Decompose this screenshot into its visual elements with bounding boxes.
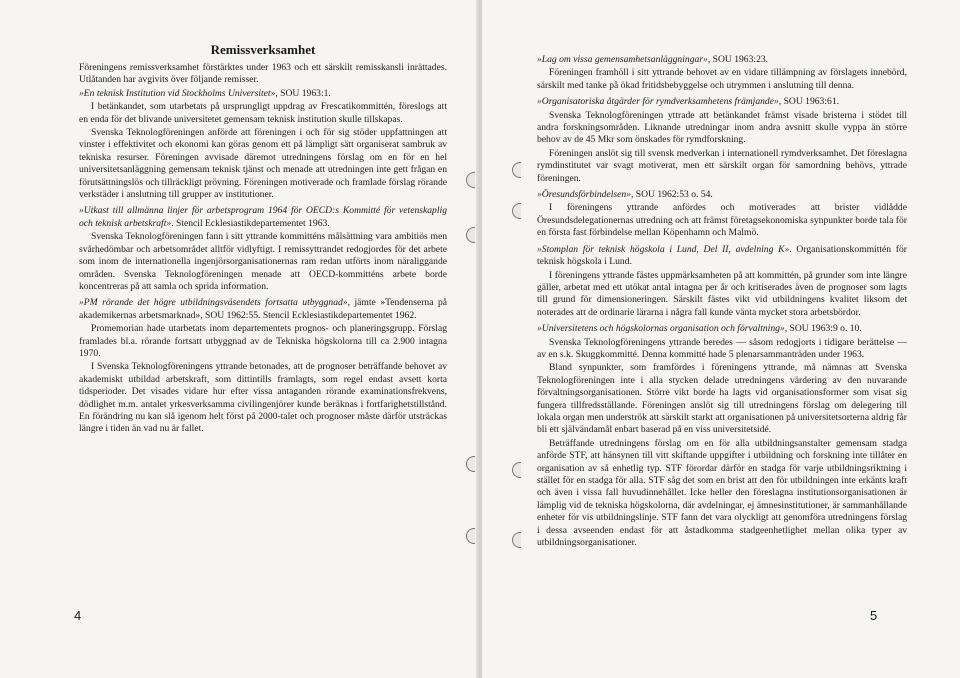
paragraph [79, 101, 447, 126]
paragraph [79, 323, 447, 360]
section-title: Remissverksamhet [210, 42, 316, 57]
paragraph [537, 96, 907, 108]
paragraph-text: . Organisationskommittén för teknisk högskola i Lund. [537, 243, 907, 268]
punch-hole-mark [466, 456, 475, 472]
paragraph-title: »En teknisk Institution vid Stockholms Universitet» [79, 87, 276, 99]
page-number: 5 [870, 608, 878, 623]
paragraph-text: I Svenska Teknologföreningens yttrande betonades, att de prognoser beträffande behovet av akademiskt utbildad arbetskraft, som dittintills framlagts, som regel endast avsett korta tidsperioder. Det visades vidare hur efter vissa antaganden rörande examinationsfrekvens, dödlighet m.m. antalet yrkesverksamma civilingenjörer kunde beräknas i fortfarighetstillstånd. En förändring nu kan slå igenom helt först på 2000-talet och prognoser måste därför utsträckas längre i tiden än vad nu är fallet. [79, 361, 447, 435]
paragraph-text: Föreningen anslöt sig till svensk medverkan i internationell rymdverksamhet. Det föreslagna rymdinstitutet var svagt motiverat, men ett särskilt organ för samordning behövs, yttrade föreningen. [537, 147, 907, 184]
paragraph-text: Svenska Teknologföreningen yttrade att betänkandet främst visade bristerna i stödet till andra forskningsområden. Liknande utredningar inom andra avsnitt skulle vyppa än större behov av de 45 Mkr som önskades för rymdforskning. [537, 109, 907, 146]
paragraph [79, 127, 447, 201]
right-column [537, 54, 907, 550]
page-number: 4 [74, 608, 82, 623]
paragraph [537, 189, 907, 201]
paragraph [537, 362, 907, 436]
paragraph-text: Promemorian hade utarbetats inom departementets prognos- och planeringsgrupp. Förslag framlades bl.a. rörande fortsatt utbyggnad av de Tekniska högskolorna till ca 2.900 intagna 1970. [79, 323, 447, 359]
punch-hole-mark [512, 162, 521, 178]
paragraph-text: I föreningens yttrande fästes uppmärksamheten på att kommittén, på grunder som inte längre gäller, arbetat med ett utökat antal intagna per år och kritiserades även de prognoser som lagts till grund för dimensioneringen. Särskilt fästes vikt vid utbildningens kvalitet liksom det noterades att de ordinarie lärarna i några fall kunde vänta mycket stora arbetsbördor. [537, 269, 907, 318]
punch-hole-mark [466, 227, 475, 243]
paragraph [79, 205, 447, 230]
punch-hole-mark [512, 532, 521, 548]
paragraph-text: Beträffande utredningens förslag om en för alla utbildningsanstalter gemensam stadga anförde STF, att hänsynen till vitt skiftande uppgifter i utbildning och forskning inte tillåter en organisation av så enhetlig typ. STF förordar därför en stadga för varje utbildningsriktning i stället för en stadga för alla. STF såg det som en brist att den för utbildningen inte erkänts kraft och även i vissa fall huvudinnehållet. Icke heller den föreslagna institutionsorganisationen är lämplig vid de tekniska högskolorna, där avdelningar, ej ämnesinstitutioner, är sammanhållande enheter för vis utbildningslinje. STF fann det vara olyckligt att genomföra utredningens förslag i dessa avseenden endast för att åstadkomma stadgeenhetlighet mellan olika typer av utbildningsorganisationer. [537, 437, 907, 549]
left-column [79, 42, 447, 437]
punch-hole-mark [512, 462, 521, 478]
paragraph-title: »Lag om vissa gemensamhetsanläggningar» [537, 54, 708, 65]
paragraph-text: Föreningens remissverksamhet förstärktes under 1963 och ett särskilt remisskansli inrättades. Utlåtanden har avgivits över följande remisser. [79, 62, 447, 86]
punch-hole-mark [512, 203, 521, 219]
paragraph [537, 438, 907, 550]
paragraph-title: »Öresundsförbindelsen» [537, 189, 631, 201]
punch-hole-mark [466, 528, 475, 544]
paragraph-title: »Organisatoriska åtgärder för rymdverksamhetens främjande» [537, 96, 779, 108]
paragraph-text: Svenska Teknologföreningen anförde att föreningen i och för sig stöder uppfattningen att vinster i effektivitet och ekonomi kan göras genom ett på lämpligt sätt organiserat sambruk av tekniska resurser. Föreningen avvisade däremot utredningens förslag om en för en hel universitetsanläggning gemensam teknisk tjänst och menade att utredningen inte gett frågan en förutsättningslös och tillräckligt prövning. Föreningen motiverade och framlade förslag rörande verkstäder i anslutning till grupper av institutioner. [79, 127, 447, 201]
punch-hole-mark [466, 172, 475, 188]
paragraph-text: , SOU 1962:53 o. 54. [630, 189, 713, 201]
paragraph-text: , SOU 1963:23. [707, 54, 769, 65]
paragraph-text: I betänkandet, som utarbetats på ursprungligt uppdrag av Frescatikommittén, föreslogs att en enda för det blivande universitetet gemensam teknisk institution skulle tillskapas. [79, 101, 447, 125]
paragraph [537, 202, 907, 239]
paragraph-text: I föreningens yttrande anfördes och motiverades att brister vidlådde Öresundsdelegationernas utredning och att främst företagsekonomiska synpunkter borde tala för en första fast förbindelse mellan Köpenhamn och Malmö. [537, 202, 907, 239]
paragraph [79, 88, 447, 100]
paragraph [79, 361, 447, 435]
paragraph [537, 148, 907, 185]
paragraph-text: , SOU 1963:61. [778, 96, 840, 108]
paragraph-text: . Stencil Ecklesiastikdepartementet 1963. [171, 217, 330, 229]
paragraph-title: »Universitetens och högskolornas organisation och förvaltning» [537, 323, 785, 335]
paragraph-title: »Stomplan för teknisk högskola i Lund, Del II, avdelning K» [537, 243, 790, 255]
paragraph-text: Föreningen framhöll i sitt yttrande behovet av en vidare tillämpning av förslagets innebörd, särskilt med tanke på ökad fritidsbebyggelse och utrymmen i anslutning till denna. [537, 67, 907, 91]
paragraph [79, 231, 447, 293]
paragraph-text: Bland synpunkter, som framfördes i föreningens yttrande, må nämnas att Svenska Teknologföreningen inte i alla stycken delade utredningens värdering av den nuvarande förvaltningsorganisationen. Större vikt borde ha lagts vid organisationsformer som visat sig fungera tillfredsställande. Föreningen anslöt sig till utredningens förslag om delegering till lokala organ men underströk att särskilt starkt att organisationen på universitetsorterna aldrig får bli ett självändamål enbart baserad på en viss universitetsidé. [537, 362, 907, 436]
paragraph-text: , jämte »Tendenserna på akademikernas arbetsmarknad», SOU 1962:55. Stencil Ecklesiastikdepartementet 1962. [79, 297, 448, 321]
paragraph [537, 337, 907, 362]
left-page [0, 0, 478, 678]
paragraph [537, 110, 907, 147]
paragraph-title: »PM rörande det högre utbildningsväsendets fortsatta utbyggnad» [79, 297, 348, 309]
paragraph-title: »Utkast till allmänna linjer för arbetsprogram 1964 för OECD:s Kommitté för vetenskaplig och teknisk arbetskraft» [79, 205, 447, 229]
paragraph [537, 323, 907, 335]
paragraph [79, 62, 447, 87]
paragraph-text: , SOU 1963:1. [275, 87, 331, 99]
paragraph-text: , SOU 1963:9 o. 10. [784, 323, 862, 335]
paragraph [537, 244, 907, 269]
right-page [482, 0, 960, 678]
paragraph [537, 67, 907, 92]
paragraph [537, 54, 907, 66]
paragraph [79, 297, 447, 322]
paragraph-text: Svenska Teknologföreningen fann i sitt yttrande kommitténs målsättning vara ambitiös men svårhedömbar och arbetsområdet alltför vidlyftigt. I remissyttrandet redogjordes för det arbete som inom de internationella ingenjörsorganisationernas ram redan utförts inom näraliggande områden. Svenska Teknologföreningen menade att OECD-kommitténs arbete borde koncentreras på att samla och sprida information. [79, 231, 447, 292]
paragraph [537, 270, 907, 320]
paragraph-text: Svenska Teknologföreningens yttrande beredes — såsom redogjorts i tidigare berättelse — av en s.k. Skuggkommitté. Denna kommitté hade 5 plenarsammanträden under 1963. [537, 336, 907, 360]
